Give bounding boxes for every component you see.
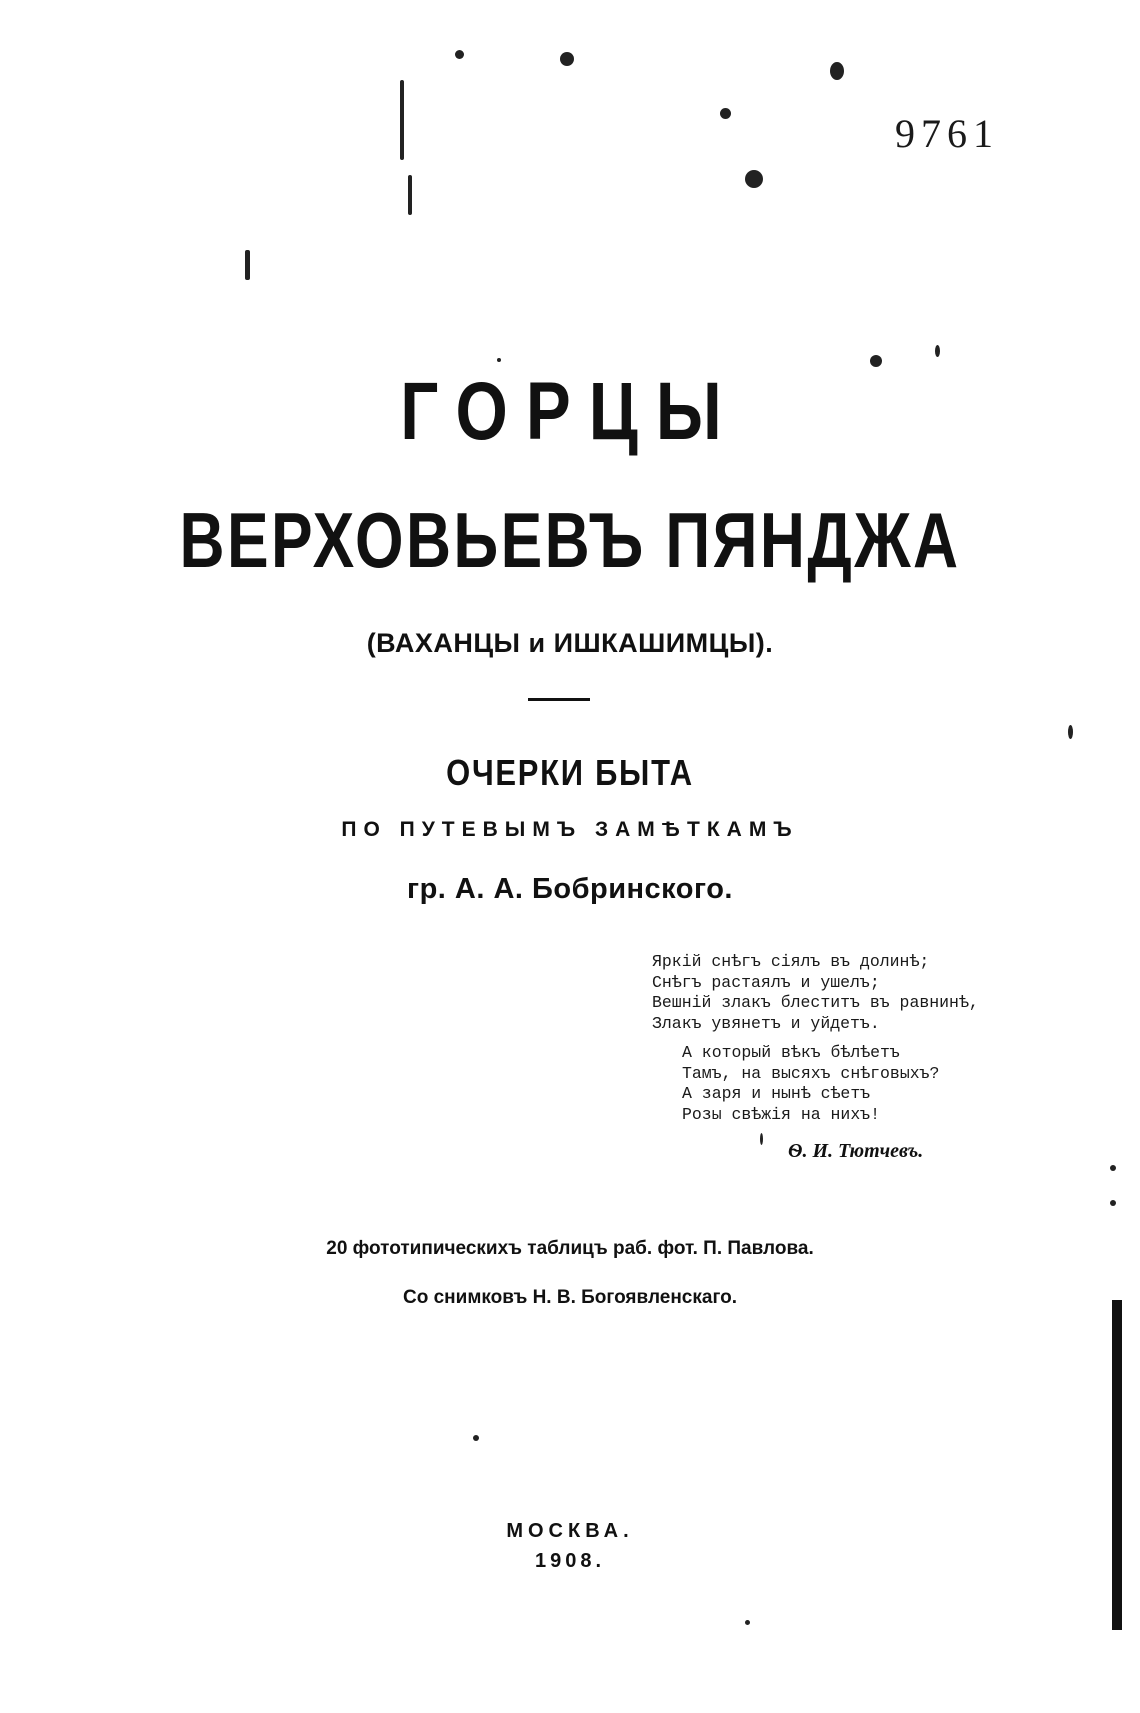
- epigraph-line: Тамъ, на высяхъ снѣговыхъ?: [682, 1063, 940, 1083]
- epigraph-attribution: Ѳ. И. Тютчевъ.: [788, 1140, 924, 1162]
- epigraph-line: Розы свѣжія на нихъ!: [682, 1104, 881, 1124]
- epigraph-stanza-2: [652, 1043, 979, 1125]
- subtitle: (ВАХАНЦЫ и ИШКАШИМЦЫ).: [366, 628, 774, 658]
- imprint-year: 1908.: [534, 1550, 606, 1572]
- imprint-city: МОСКВА.: [506, 1520, 634, 1542]
- epigraph-stanza-1: [652, 952, 979, 1034]
- notes-line: ПО ПУТЕВЫМЪ ЗАМѢТКАМЪ: [341, 818, 799, 841]
- title-line-1: ГОРЦЫ: [400, 366, 740, 457]
- library-stamp-number: 9761: [895, 111, 999, 156]
- photo-plates-line: 20 фототипическихъ таблицъ раб. фот. П. Павлова.: [326, 1238, 814, 1259]
- epigraph-line: Снѣгъ растаялъ и ушелъ;: [652, 972, 880, 992]
- scan-edge-shadow: [1112, 1300, 1122, 1630]
- epigraph-line: Вешній злакъ блеститъ въ равнинѣ,: [652, 993, 979, 1012]
- essays-heading: ОЧЕРКИ БЫТА: [446, 752, 694, 793]
- epigraph: [652, 952, 979, 1125]
- divider-rule: [528, 698, 590, 701]
- epigraph-line: Злакъ увянетъ и уйдетъ.: [652, 1013, 880, 1033]
- epigraph-line: А заря и нынѣ сѣетъ: [682, 1084, 871, 1103]
- epigraph-line: Яркій снѣгъ сіялъ въ долинѣ;: [652, 952, 930, 971]
- title-line-2: ВЕРХОВЬЕВЪ ПЯНДЖА: [179, 496, 961, 584]
- author-line: гр. А. А. Бобринского.: [407, 873, 733, 905]
- snapshots-line: Со снимковъ Н. В. Богоявленскаго.: [403, 1287, 737, 1308]
- epigraph-line: А который вѣкъ бѣлѣетъ: [682, 1043, 900, 1062]
